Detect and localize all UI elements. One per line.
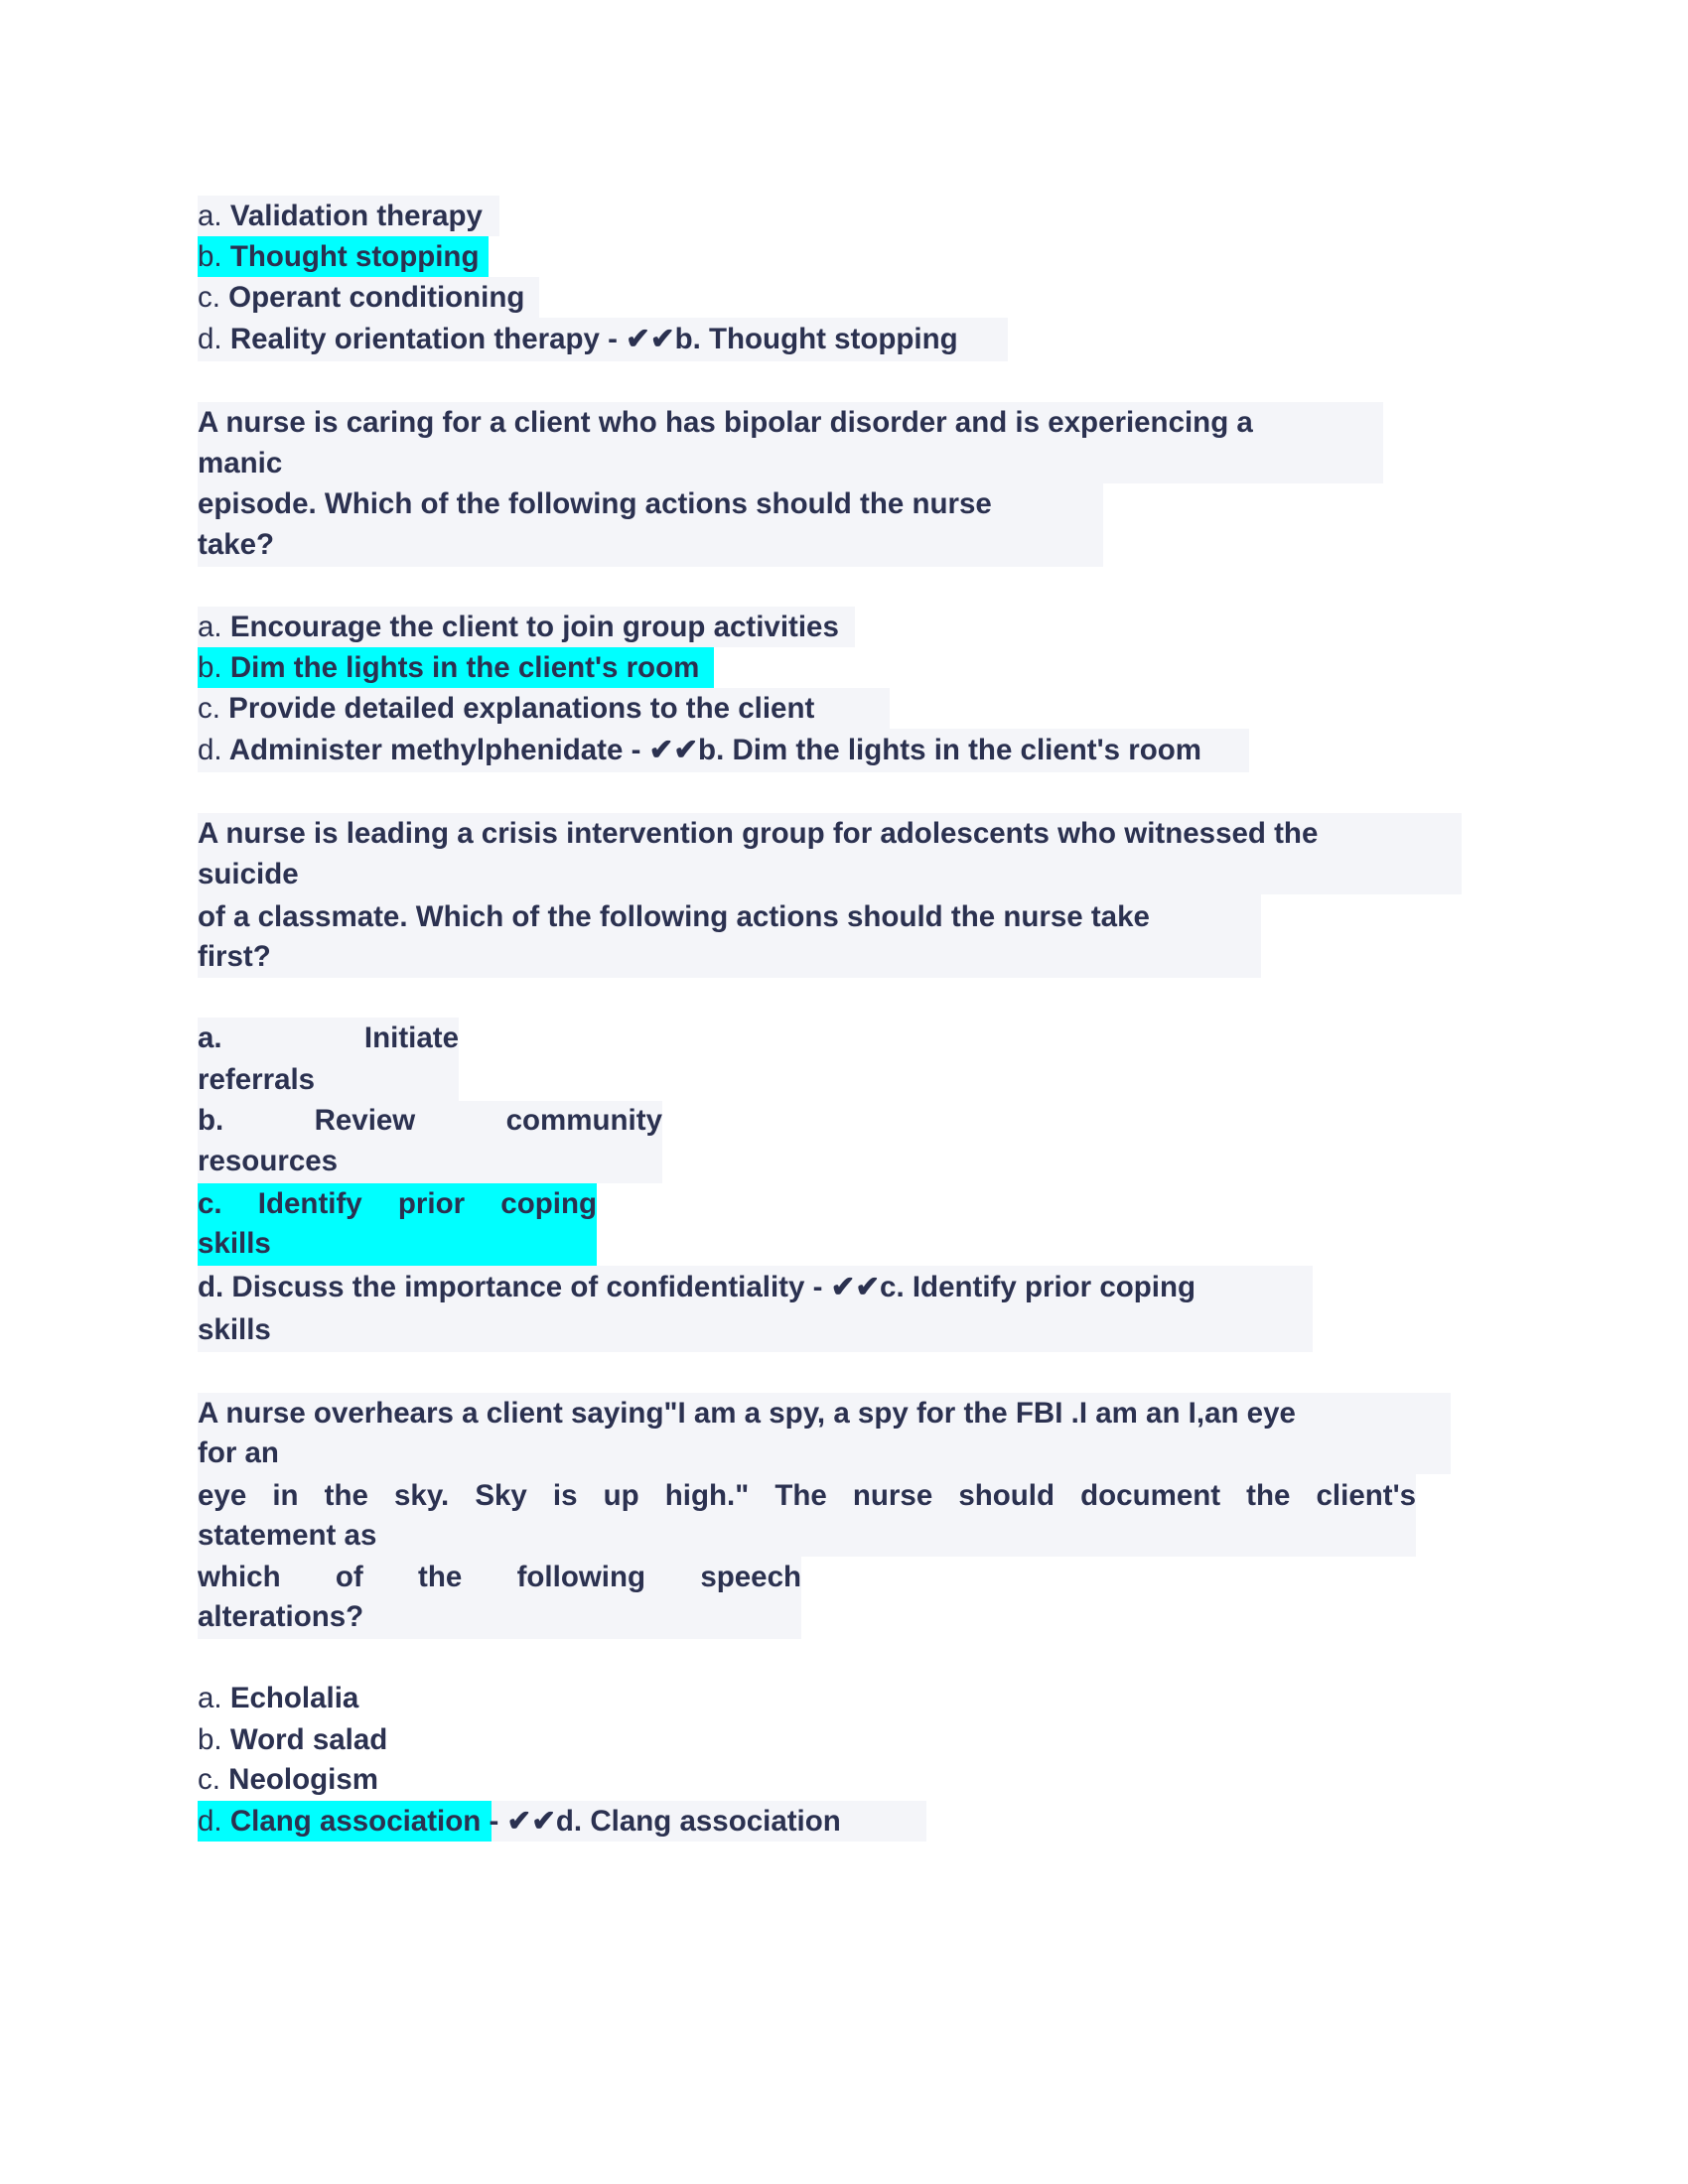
- question-line: A nurse overhears a client saying"I am a spy, a spy for the FBI .I am an I,an eye: [198, 1397, 1296, 1430]
- option-c[interactable]: c. Identify prior coping: [198, 1187, 597, 1220]
- question-line: A nurse is caring for a client who has bipolar disorder and is experiencing a: [198, 406, 1253, 439]
- question-line: episode. Which of the following actions should the nurse: [198, 487, 992, 520]
- option-d[interactable]: d. Clang association - ✔✔d. Clang association: [198, 1805, 841, 1838]
- option-a[interactable]: a. Initiate: [198, 1022, 459, 1054]
- option-a[interactable]: a. Echolalia: [198, 1682, 359, 1714]
- option-b[interactable]: b. Dim the lights in the client's room: [198, 651, 700, 684]
- option-a-continued: referrals: [198, 1063, 316, 1096]
- option-c[interactable]: c. Provide detailed explanations to the client: [198, 692, 815, 725]
- answer-key: - ✔✔b. Dim the lights in the client's room: [623, 734, 1201, 766]
- question-line: for an: [198, 1436, 279, 1469]
- option-b[interactable]: b. Word salad: [198, 1723, 388, 1756]
- option-c-continued: skills: [198, 1227, 271, 1260]
- question-line: suicide: [198, 858, 299, 890]
- question-line: take?: [198, 528, 275, 561]
- option-d-continued: skills: [198, 1313, 271, 1346]
- question-line: first?: [198, 940, 271, 973]
- option-b[interactable]: b. Thought stopping: [198, 240, 480, 273]
- option-b-continued: resources: [198, 1145, 339, 1177]
- question-line: alterations?: [198, 1600, 364, 1633]
- question-line: of a classmate. Which of the following actions should the nurse take: [198, 900, 1150, 933]
- answer-key: - ✔✔b. Thought stopping: [599, 323, 958, 355]
- option-a[interactable]: a. Validation therapy: [198, 200, 483, 232]
- option-d[interactable]: d. Reality orientation therapy - ✔✔b. Thought stopping: [198, 323, 958, 355]
- question-line: which of the following speech: [198, 1561, 801, 1593]
- option-a[interactable]: a. Encourage the client to join group activities: [198, 611, 839, 643]
- answer-key: - ✔✔d. Clang association: [481, 1805, 841, 1838]
- option-d[interactable]: d. Discuss the importance of confidentiality - ✔✔c. Identify prior coping: [198, 1271, 1196, 1303]
- question-line: A nurse is leading a crisis intervention group for adolescents who witnessed the: [198, 817, 1319, 850]
- option-d[interactable]: d. Administer methylphenidate - ✔✔b. Dim the lights in the client's room: [198, 734, 1201, 766]
- question-line: statement as: [198, 1519, 377, 1552]
- option-c[interactable]: c. Neologism: [198, 1763, 378, 1796]
- option-c[interactable]: c. Operant conditioning: [198, 281, 525, 314]
- question-line: manic: [198, 447, 283, 479]
- question-line: eye in the sky. Sky is up high." The nurse should document the client's: [198, 1479, 1416, 1512]
- option-b[interactable]: b. Review community: [198, 1104, 662, 1137]
